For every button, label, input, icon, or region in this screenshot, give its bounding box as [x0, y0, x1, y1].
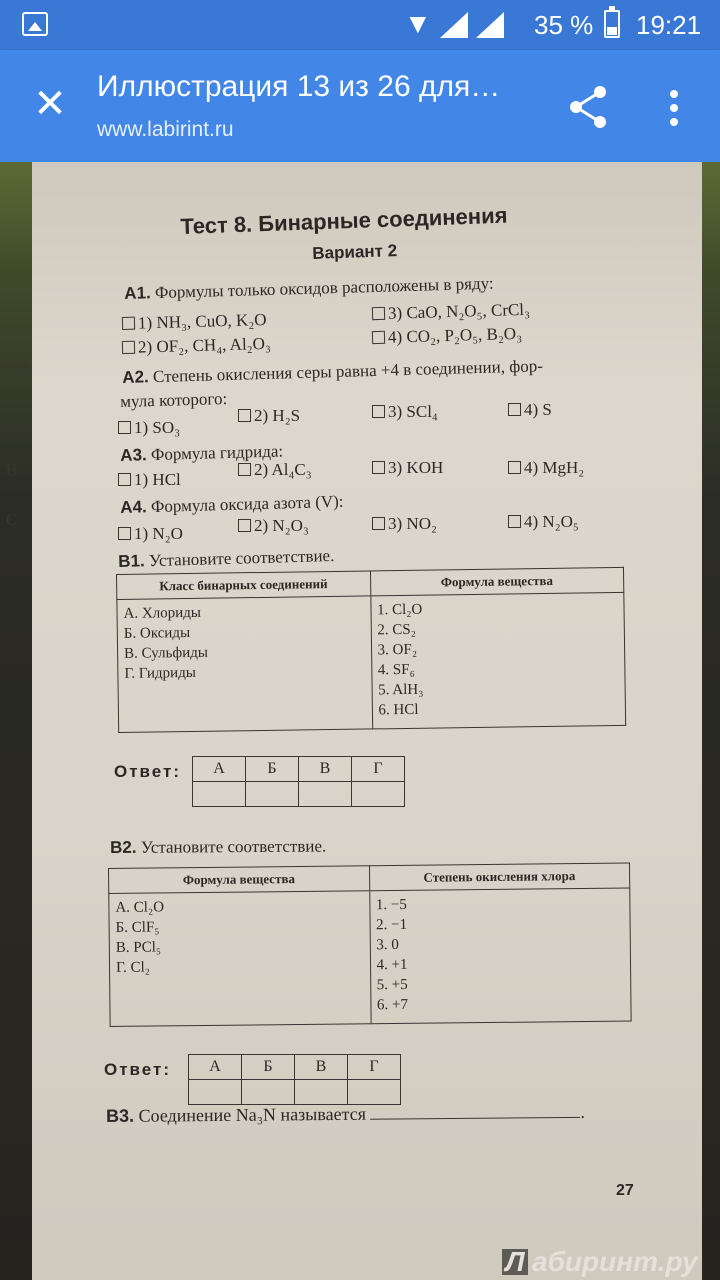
signal-icon-2 — [476, 12, 504, 38]
b2-match-table — [108, 863, 632, 1027]
answer-blank[interactable] — [370, 1103, 580, 1120]
prev-page-text: H — [6, 462, 18, 479]
option-a1-3: 3) CaO, N₂O₅, CrCl₃ — [372, 300, 530, 324]
b1-right-item: 5. AlH₃ — [378, 681, 424, 699]
option-a1-2: 2) OF₂, CH₄, Al₂O₃ — [122, 334, 271, 358]
option-a1-4: 4) CO₂, P₂O₅, B₂O₃ — [372, 324, 523, 348]
variant-title: Вариант 2 — [312, 241, 398, 263]
checkbox[interactable] — [372, 307, 385, 320]
checkbox[interactable] — [508, 403, 521, 416]
question-a1: А1. Формулы только оксидов расположены в ряду: — [124, 273, 494, 303]
answer-cell[interactable] — [352, 782, 405, 807]
b2-right-item: 6. +7 — [376, 996, 409, 1014]
option-a2-4: 4) S — [508, 400, 552, 420]
previous-page-edge — [0, 312, 32, 712]
answer-col-header: Б — [246, 757, 299, 782]
question-a3: А3. Формула гидрида: — [120, 441, 284, 465]
option-a2-2: 2) H₂S — [238, 406, 300, 426]
test-title: Тест 8. Бинарные соединения — [180, 202, 508, 239]
b2-left-item: Г. Cl₂ — [115, 959, 151, 976]
b2-right-item: 1. −5 — [375, 896, 407, 914]
answer-cell[interactable] — [348, 1080, 401, 1105]
page-number: 27 — [616, 1182, 634, 1199]
option-a3-1: 1) HCl — [118, 470, 181, 490]
question-a4: А4. Формула оксида азота (V): — [120, 491, 344, 517]
option-a4-4: 4) N₂O₅ — [508, 512, 579, 532]
share-button[interactable] — [562, 80, 616, 134]
checkbox[interactable] — [508, 461, 521, 474]
b1-left-item: В. Сульфиды — [124, 644, 208, 662]
checkbox[interactable] — [372, 405, 385, 418]
answer-col-header: В — [295, 1055, 348, 1080]
answer-col-header: Г — [352, 757, 405, 782]
option-a4-3: 3) NO₂ — [372, 514, 437, 534]
checkbox[interactable] — [118, 473, 131, 486]
answer-col-header: А — [189, 1055, 242, 1080]
checkbox[interactable] — [372, 331, 385, 344]
option-a2-1: 1) SO₃ — [118, 418, 180, 438]
answer-col-header: А — [193, 757, 246, 782]
checkbox[interactable] — [122, 341, 135, 354]
answer-cell[interactable] — [246, 782, 299, 807]
status-bar — [0, 0, 720, 50]
option-a3-3: 3) KOH — [372, 458, 443, 478]
b2-col1-header: Формула вещества — [109, 866, 370, 894]
b1-left-item: Г. Гидриды — [124, 664, 196, 682]
page-url: www.labirint.ru — [97, 118, 234, 141]
answer-cell[interactable] — [299, 782, 352, 807]
b1-col1-header: Класс бинарных соединений — [117, 571, 371, 600]
prev-page-text: C — [6, 512, 17, 529]
option-a1-1: 1) NH₃, CuO, K₂O — [122, 310, 267, 334]
b2-answer-grid — [188, 1054, 401, 1105]
b2-right-item: 3. 0 — [376, 936, 399, 954]
b1-right-item: 4. SF₆ — [377, 661, 415, 679]
option-a3-4: 4) MgH₂ — [508, 458, 584, 478]
b2-col2-header: Степень окисления хлора — [369, 863, 630, 891]
b1-right-item: 1. Cl₂O — [376, 601, 423, 619]
checkbox[interactable] — [372, 461, 385, 474]
b2-right-item: 2. −1 — [376, 916, 408, 934]
checkbox[interactable] — [238, 409, 251, 422]
b2-right-item: 4. +1 — [376, 956, 408, 974]
answer-col-header: Г — [348, 1055, 401, 1080]
app-bar — [0, 50, 720, 162]
prev-page-text: ики, — [2, 358, 31, 375]
question-a2-line2: мула которого: — [120, 389, 228, 411]
b1-answer-label: Ответ: — [114, 762, 181, 781]
b1-left-item: Б. Оксиды — [123, 624, 191, 642]
checkbox[interactable] — [508, 515, 521, 528]
b1-answer-grid — [192, 756, 405, 807]
book-page — [32, 162, 702, 1280]
close-icon: ✕ — [33, 82, 67, 126]
answer-cell[interactable] — [295, 1080, 348, 1105]
answer-cell[interactable] — [193, 782, 246, 807]
answer-cell[interactable] — [242, 1080, 295, 1105]
checkbox[interactable] — [372, 517, 385, 530]
question-b2: В2. Установите соответствие. — [110, 836, 327, 857]
checkbox[interactable] — [238, 519, 251, 532]
image-notification-icon — [22, 12, 48, 36]
question-a2: А2. Степень окисления серы равна +4 в соединении, фор- — [122, 356, 544, 387]
option-a4-1: 1) N₂O — [118, 524, 183, 544]
battery-percent: 35 % — [534, 10, 594, 40]
checkbox[interactable] — [118, 421, 131, 434]
wifi-icon: ▼ — [404, 8, 432, 39]
b1-right-item: 2. CS₂ — [377, 621, 416, 639]
battery-icon — [604, 10, 620, 38]
more-options-button[interactable] — [650, 80, 698, 134]
question-b3: В3. Соединение Na₃N называется . — [106, 1101, 586, 1126]
checkbox[interactable] — [118, 527, 131, 540]
checkbox[interactable] — [238, 463, 251, 476]
checkbox[interactable] — [122, 317, 135, 330]
option-a3-2: 2) Al₄C₃ — [238, 460, 312, 480]
watermark-logo: Л абиринт.ру — [502, 1246, 697, 1278]
b2-left-item: В. PCl₅ — [115, 939, 162, 956]
answer-col-header: Б — [242, 1055, 295, 1080]
question-b1: В1. Установите соответствие. — [118, 545, 335, 571]
b1-right-item: 6. HCl — [378, 701, 419, 719]
answer-cell[interactable] — [189, 1080, 242, 1105]
b1-right-item: 3. OF₂ — [377, 641, 418, 659]
b2-left-item: А. Cl₂O — [115, 899, 165, 916]
close-button[interactable] — [22, 76, 78, 132]
option-a2-3: 3) SCl₄ — [372, 402, 438, 422]
clock: 19:21 — [636, 10, 702, 40]
b1-col2-header: Формула вещества — [370, 567, 624, 596]
page-title: Иллюстрация 13 из 26 для… — [97, 70, 501, 103]
signal-icon — [440, 12, 468, 38]
answer-col-header: В — [299, 757, 352, 782]
b2-right-item: 5. +5 — [376, 976, 408, 994]
b1-match-table — [116, 567, 626, 733]
b1-left-item: А. Хлориды — [123, 604, 202, 622]
b2-left-item: Б. ClF₅ — [115, 919, 160, 936]
photo-viewer[interactable] — [0, 162, 720, 1280]
share-icon — [562, 80, 616, 134]
option-a4-2: 2) N₂O₃ — [238, 516, 309, 536]
b2-answer-label: Ответ: — [104, 1060, 171, 1079]
